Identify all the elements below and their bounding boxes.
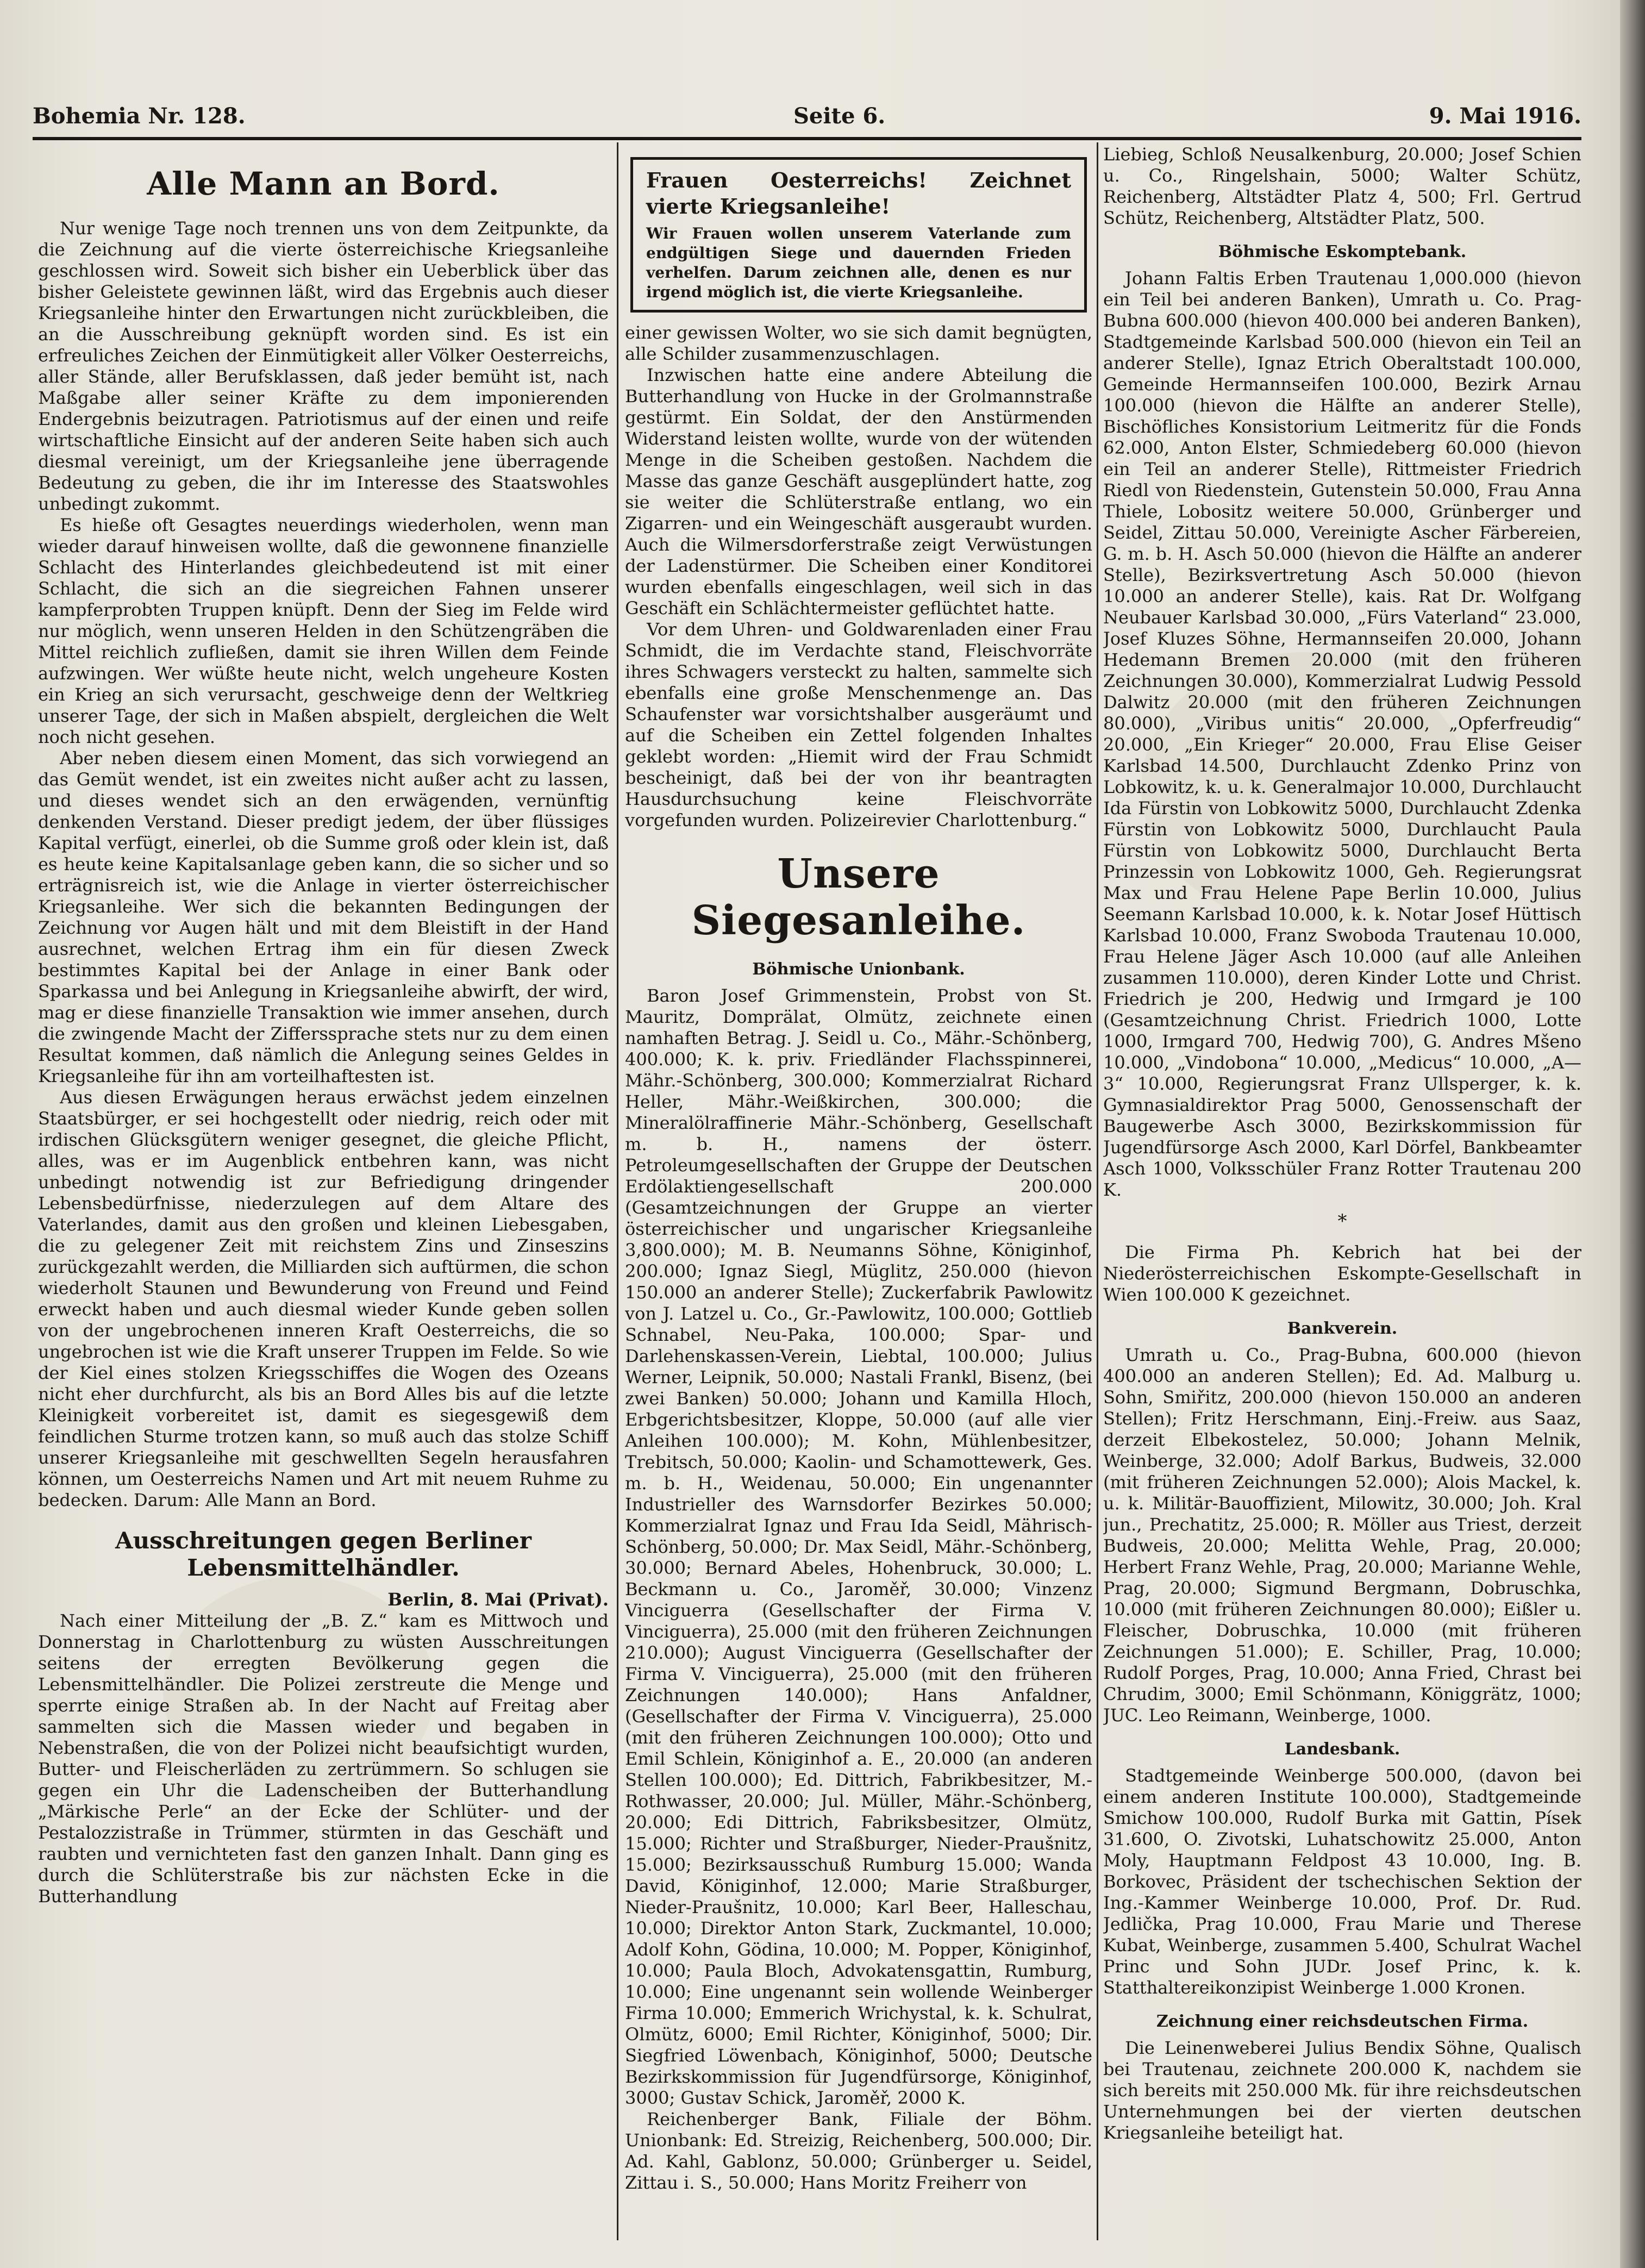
column-2	[625, 144, 1092, 2242]
subscription-list: Johann Faltis Erben Trautenau 1,000.000 (hievon ein Teil bei anderen Banken), Umrath u. Co. Prag-Bubna 600.000 (hievon 400.000 bei anderen Banken), Stadtgemeinde Karlsbad 500.000 (hievon ein Teil an anderer Stelle), Ignaz Etrich Oberaltstadt 100.000, Gemeinde Hermannseifen 100.000, Bezirk Arnau 100.000 (hievon die Hälfte an anderer Stelle), Bischöfliches Konsistorium Leitmeritz für die Fonds 62.000, Anton Elster, Schmiedeberg 60.000 (hievon ein Teil an anderer Stelle), Rittmeister Friedrich Riedl von Riedenstein, Gutenstein 50.000, Frau Anna Thiele, Lobositz weitere 50.000, Grünberger und Seidel, Zittau 50.000, Vereinigte Ascher Färbereien, G. m. b. H. Asch 50.000 (hievon die Hälfte an anderer Stelle), Bezirksvertretung Asch 50.000 (hievon 10.000 an anderer Stelle), kais. Rat Dr. Wolfgang Neubauer Karlsbad 30.000, „Fürs Vaterland“ 23.000, Josef Kluzes Söhne, Hermannseifen 20.000, Johann Hedemann Bremen 20.000 (mit den früheren Zeichnungen 30.000), Kommerzialrat Ludwig Pessold Dalwitz 20.000 (mit den früheren Zeichnungen 80.000), „Viribus unitis“ 20.000, „Opferfreudig“ 20.000, „Ein Krieger“ 20.000, Frau Elise Geiser Karlsbad 14.500, Durchlaucht Zdenko Prinz von Lobkowitz, k. u. k. Generalmajor 10.000, Durchlaucht Ida Fürstin von Lobkowitz 5000, Durchlaucht Zdenka Fürstin von Lobkowitz 5000, Durchlaucht Paula Fürstin von Lobkowitz 5000, Durchlaucht Berta Prinzessin von Lobkowitz 1000, Geh. Regierungsrat Max und Frau Helene Pape Berlin 10.000, Julius Seemann Karlsbad 10.000, k. k. Notar Josef Hüttisch Karlsbad 10.000, Franz Swoboda Trautenau 10.000, Frau Helene Jäger Asch 10.000 (auf alle Anleihen zusammen 110.000), deren Kinder Lotte und Christ. Friedrich je 200, Hedwig und Irmgard je 100 (Gesamtzeichnung Christ. Friedrich 1000, Lotte 1000, Irmgard 700, Hedwig 700), G. Andres Mšeno 10.000, „Vindobona“ 10.000, „Medicus“ 10.000, „A—3“ 10.000, Regierungsrat Franz Ullsperger, k. k. Gymnasialdirektor Prag 5000, Genossenschaft der Baugewerbe Asch 3000, Bezirkskommission für Jugendfürsorge Asch 2000, Karl Dörfel, Bankbeamter Asch 1000, Volksschüler Franz Rotter Trautenau 200 K.	[1103, 268, 1581, 1200]
article-title: Ausschreitungen gegen Berliner Lebensmittelhändler.	[115, 1527, 532, 1581]
article-paragraph: Nur wenige Tage noch trennen uns von dem Zeitpunkte, da die Zeichnung auf die vierte österreichische Kriegsanleihe geschlossen wird. Soweit sich bisher ein Ueberblick über das bisher Geleistete gewinnen läßt, wird das Ergebnis auch dieser Kriegsanleihe hinter den Erwartungen nicht zurückbleiben, die an die Ausschreibung geknüpft worden sind. Es ist ein erfreuliches Zeichen der Einmütigkeit aller Völker Oesterreichs, aller Stände, aller Berufsklassen, daß jeder bemüht ist, nach Maßgabe aller seiner Kräfte zu dem imponierenden Endergebnis beizutragen. Patriotismus auf der einen und reife wirtschaftliche Einsicht auf der anderen Seite haben sich auch diesmal vereinigt, um der Kriegsanleihe jene überragende Bedeutung zu geben, die ihr im Interesse des Staatswohles unbedingt zukommt.	[38, 218, 609, 514]
article-paragraph: Die Firma Ph. Kebrich hat bei der Niederösterreichischen Eskompte-Gesellschaft in Wien 100.000 K gezeichnet.	[1103, 1242, 1581, 1305]
page-edge-shadow	[1620, 0, 1645, 2268]
appeal-box	[630, 157, 1087, 313]
section-title: Unsere Siegesanleihe.	[691, 851, 1026, 944]
subscription-list: Reichenberger Bank, Filiale der Böhm. Unionbank: Ed. Streizig, Reichenberg, 500.000; Dir. Ad. Kahl, Gablonz, 50.000; Grünberger u. Seidel, Zittau i. S., 50.000; Hans Moritz Freiherr von	[625, 2109, 1092, 2193]
article-paragraph: Nach einer Mitteilung der „B. Z.“ kam es Mittwoch und Donnerstag in Charlottenburg zu wüsten Ausschreitungen seitens der erregten Bevölkerung gegen die Lebensmittelhändler. Die Polizei zerstreute die Menge und sperrte einige Straßen ab. In der Nacht auf Freitag aber sammelten sich die Massen wieder und begaben in Nebenstraßen, die von der Polizei nicht beaufsichtigt wurden, Butter- und Fleischerläden zu zertrümmern. So schlugen sie gegen ein Uhr die Ladenscheiben der Butterhandlung „Märkische Perle“ an der Ecke der Schlüter- und der Pestalozzistraße in Trümmer, stürmten in das Geschäft und raubten und vernichteten fast den ganzen Inhalt. Dann ging es durch die Schlüterstraße bis zur nächsten Ecke in die Butterhandlung	[38, 1610, 609, 1907]
article-title: Alle Mann an Bord.	[147, 165, 500, 202]
header-rule	[33, 137, 1581, 140]
column-1	[38, 144, 609, 2242]
bank-heading: Zeichnung einer reichsdeutschen Firma.	[1156, 2012, 1529, 2031]
bank-heading: Bankverein.	[1287, 1319, 1398, 1338]
header-publication: Bohemia Nr. 128.	[33, 103, 246, 129]
bank-heading: Böhmische Unionbank.	[752, 960, 965, 979]
article-paragraph: Es hieße oft Gesagtes neuerdings wiederholen, wenn man wieder darauf hinweisen wollte, daß die gewonnene finanzielle Schlacht des Hinterlandes gleichbedeutend ist mit einer Schlacht, die sich an die siegreichen Fahnen unserer kampferprobten Truppen knüpft. Denn der Sieg im Felde wird nur möglich, wenn unseren Helden in den Schützengräben die Mittel reichlich zufließen, damit sie ihren Willen dem Feinde aufzwingen. Wer wüßte heute nicht, welch ungeheure Kosten ein Krieg an sich verursacht, geschweige denn der Weltkrieg unserer Tage, der sich in Maßen abspielt, dergleichen die Welt noch nicht gesehen.	[38, 515, 609, 747]
bank-heading: Böhmische Eskomptebank.	[1218, 242, 1467, 261]
bank-heading: Landesbank.	[1284, 1740, 1400, 1759]
article-paragraph: Aus diesen Erwägungen heraus erwächst jedem einzelnen Staatsbürger, er sei hochgestellt oder niedrig, reich oder mit irdischen Glücksgütern weniger gesegnet, die gleiche Pflicht, alles, was er im Augenblick entbehren kann, was nicht unbedingt notwendig ist zur Befriedigung dringender Lebensbedürfnisse, niederzulegen auf dem Altare des Vaterlandes, damit aus den großen und kleinen Liebesgaben, die zu gelegener Zeit mit reichstem Zins und Zinseszins zurückgezahlt werden, die Milliarden sich auftürmen, die schon wiederholt Staunen und Bewunderung von Freund und Feind erweckt haben und auch diesmal wieder Kunde geben sollen von der ungebrochenen inneren Kraft Oesterreichs, die so ungebrochen ist wie die Kraft unserer Truppen im Felde. So wie der Kiel eines stolzen Kriegsschiffes die Wogen des Ozeans nicht eher durchfurcht, als bis an Bord Alles bis auf die letzte Kleinigkeit vorbereitet ist, damit es siegesgewiß dem feindlichen Sturme trotzen kann, so muß auch das stolze Schiff unserer Kriegsanleihe mit geschwellten Segeln herausfahren können, um Oesterreichs Namen und Art mit neuem Ruhme zu bedecken. Darum: Alle Mann an Bord.	[38, 1087, 609, 1510]
subscription-list: Liebieg, Schloß Neusalkenburg, 20.000; Josef Schien u. Co., Ringelshain, 5000; Walter Schütz, Reichenberg, Altstädter Platz 4, 500; Frl. Gertrud Schütz, Reichenberg, Altstädter Platz, 500.	[1103, 144, 1581, 228]
subscription-list: Stadtgemeinde Weinberge 500.000, (davon bei einem anderen Institute 100.000), Stadtgemeinde Smichow 100.000, Rudolf Burka mit Gattin, Písek 31.600, O. Zivotski, Luhatschowitz 25.000, Anton Moly, Hauptmann Feldpost 43 10.000, Ing. B. Borkovec, Präsident der tschechischen Sektion der Ing.-Kammer Weinberge 10.000, Prof. Dr. Rud. Jedlička, Prag 10.000, Frau Marie und Therese Kubat, Weinberge, zusammen 5.400, Schulrat Wachel Princ und Sohn JUDr. Josef Princ, k. k. Statthaltereikonzipist Weinberge 1.000 Kronen.	[1103, 1765, 1581, 1998]
page-header	[33, 103, 1581, 136]
article-paragraph: einer gewissen Wolter, wo sie sich damit begnügten, alle Schilder zusammenzuschlagen.	[625, 322, 1092, 364]
header-date: 9. Mai 1916.	[1429, 103, 1581, 129]
appeal-body: Wir Frauen wollen unserem Vaterlande zum endgültigen Siege und dauernden Frieden verhelfen. Darum zeichnen alle, denen es nur irgend möglich ist, die vierte Kriegsanleihe.	[646, 224, 1071, 301]
header-page-number: Seite 6.	[793, 103, 886, 129]
appeal-title: Frauen Oesterreichs! Zeichnet vierte Kriegsanleihe!	[646, 168, 1071, 218]
article-paragraph: Aber neben diesem einen Moment, das sich vorwiegend an das Gemüt wendet, ist ein zweites nicht außer acht zu lassen, und dieses wendet sich an den erwägenden, vernünftig denkenden Verstand. Dieser predigt jedem, der über flüssiges Kapital verfügt, einerlei, ob die Summe groß oder klein ist, daß es heute keine Kapitalsanlage geben kann, die so sicher und so erträgnisreich ist, wie die Anlage in vierter österreichischer Kriegsanleihe. Wer sich die bekannten Bedingungen der Zeichnung vor Augen hält und mit dem Bleistift in der Hand ausrechnet, welchen Ertrag ihm ein für diesen Zweck bestimmtes Kapital bei der Anlage in einer Bank oder Sparkassa und bei Anlegung in Kriegsanleihe abwirft, der wird, mag er diese finanzielle Transaktion wie immer ansehen, durch die zwingende Macht der Zifferssprache stets nur zu dem einen Resultat kommen, daß nämlich die Anlegung seines Geldes in Kriegsanleihe für ihn am vorteilhaftesten ist.	[38, 748, 609, 1086]
article-paragraph: Vor dem Uhren- und Goldwarenladen einer Frau Schmidt, die im Verdachte stand, Fleischvorräte ihres Schwagers versteckt zu halten, sammelte sich ebenfalls eine große Menschenmenge an. Das Schaufenster war vorsichtshalber ausgeräumt und auf die Scheiben ein Zettel folgenden Inhaltes geklebt worden: „Hiemit wird der Frau Schmidt bescheinigt, daß bei der von ihr beantragten Hausdurchsuchung keine Fleischvorräte vorgefunden wurden. Polizeirevier Charlottenburg.“	[625, 619, 1092, 830]
article-paragraph: Die Leinenweberei Julius Bendix Söhne, Qualisch bei Trautenau, zeichnete 200.000 K, nachdem sie sich bereits mit 250.000 Mk. für ihre reichsdeutschen Unternehmungen bei der vierten deutschen Kriegsanleihe beteiligt hat.	[1103, 2038, 1581, 2143]
column-divider	[1097, 142, 1098, 2240]
column-3	[1103, 144, 1581, 2242]
column-divider	[617, 142, 618, 2240]
subscription-list: Umrath u. Co., Prag-Bubna, 600.000 (hievon 400.000 an anderen Stellen); Ed. Ad. Malburg u. Sohn, Smiřitz, 200.000 (hievon 150.000 an anderen Stellen); Fritz Herschmann, Einj.-Freiw. aus Saaz, derzeit Elbekostelez, 50.000; Johann Melnik, Weinberge, 32.000; Adolf Barkus, Budweis, 32.000 (mit früheren Zeichnungen 52.000); Alois Mackel, k. u. k. Militär-Bauoffizient, Milowitz, 30.000; Joh. Kral jun., Prechatitz, 25.000; R. Möller aus Triest, derzeit Budweis, 20.000; Melitta Wehle, Prag, 20.000; Herbert Franz Wehle, Prag, 20.000; Marianne Wehle, Prag, 20.000; Sigmund Bergmann, Dobruschka, 10.000 (mit früheren Zeichnungen 80.000); Eißler u. Fleischer, Dobruschka, 10.000 (mit früheren Zeichnungen 51.000); E. Schiller, Prag, 10.000; Rudolf Porges, Prag, 10.000; Anna Fried, Chrast bei Chrudim, 3000; Emil Schönmann, Königgrätz, 1000; JUC. Leo Reimann, Weinberge, 1000.	[1103, 1345, 1581, 1726]
dateline: Berlin, 8. Mai (Privat).	[387, 1589, 609, 1610]
article-paragraph: Inzwischen hatte eine andere Abteilung die Butterhandlung von Hucke in der Grolmannstraße gestürmt. Ein Soldat, der den Anstürmenden Widerstand leisten wollte, wurde von der wütenden Menge in die Scheiben gestoßen. Nachdem die Masse das ganze Geschäft ausgeplündert hatte, zog sie weiter die Schlüterstraße entlang, wo ein Zigarren- und ein Weingeschäft ausgeraubt wurden. Auch die Wilmersdorferstraße zeigt Verwüstungen der Ladenstürmer. Die Scheiben einer Konditorei wurden ebenfalls eingeschlagen, weil sich in das Geschäft ein Schlächtermeister geflüchtet hatte.	[625, 365, 1092, 618]
separator-star: *	[1337, 1210, 1347, 1232]
subscription-list: Baron Josef Grimmenstein, Probst von St. Mauritz, Domprälat, Olmütz, zeichnete einen namhaften Betrag. J. Seidl u. Co., Mähr.-Schönberg, 400.000; K. k. priv. Friedländer Flachsspinnerei, Mähr.-Schönberg, 300.000; Kommerzialrat Richard Heller, Mähr.-Weißkirchen, 300.000; die Mineralölraffinerie Mähr.-Schönberg, Gesellschaft m. b. H., namens der österr. Petroleumgesellschaften der Gruppe der Deutschen Erdölaktiengesellschaft 200.000 (Gesamtzeichnungen der Gruppe an vierter österreichischer und ungarischer Kriegsanleihe 3,800.000); M. B. Neumanns Söhne, Königinhof, 200.000; Ignaz Siegl, Müglitz, 250.000 (hievon 150.000 an anderer Stelle); Zuckerfabrik Pawlowitz von J. Latzel u. Co., Gr.-Pawlowitz, 100.000; Gottlieb Schnabel, Neu-Paka, 100.000; Spar- und Darlehenskassen-Verein, Liebtal, 100.000; Julius Werner, Leipnik, 50.000; Nastali Frankl, Bisenz, (bei zwei Banken) 50.000; Johann und Kamilla Hloch, Erbgerichtsbesitzer, Kloppe, 50.000 (auf alle vier Anleihen 100.000); M. Kohn, Mühlenbesitzer, Trebitsch, 50.000; Kaolin- und Schamottewerk, Ges. m. b. H., Weidenau, 50.000; Ein ungenannter Industrieller des Warnsdorfer Bezirkes 50.000; Kommerzialrat Ignaz und Frau Ida Seidl, Mährisch-Schönberg, 50.000; Dr. Max Seidl, Mähr.-Schönberg, 30.000; Bernard Abeles, Hohenbruck, 30.000; L. Beckmann u. Co., Jaroměř, 30.000; Vinzenz Vinciguerra (Gesellschafter der Firma V. Vinciguerra), 25.000 (mit den früheren Zeichnungen 210.000); August Vinciguerra (Gesellschafter der Firma V. Vinciguerra), 25.000 (mit den früheren Zeichnungen 140.000); Hans Anfaldner, (Gesellschafter der Firma V. Vinciguerra), 25.000 (mit den früheren Zeichnungen 100.000); Otto und Emil Schlein, Königinhof a. E., 20.000 (an anderen Stellen 100.000); Ed. Dittrich, Fabrikbesitzer, M.-Rothwasser, 20.000; Jul. Müller, Mähr.-Schönberg, 20.000; Edi Dittrich, Fabriksbesitzer, Olmütz, 15.000; Richter und Straßburger, Nieder-Praušnitz, 15.000; Bezirksausschuß Rumburg 15.000; Wanda David, Königinhof, 12.000; Marie Straßburger, Nieder-Praušnitz, 10.000; Karl Beer, Halleschau, 10.000; Direktor Anton Stark, Zuckmantel, 10.000; Adolf Kohn, Gödina, 10.000; M. Popper, Königinhof, 10.000; Paula Bloch, Advokatensgattin, Rumburg, 10.000; Eine ungenannt sein wollende Weinberger Firma 10.000; Emmerich Wrichystal, k. k. Schulrat, Olmütz, 6000; Emil Richter, Königinhof, 5000; Dir. Siegfried Löwenbach, Königinhof, 5000; Deutsche Bezirkskommission für Jugendfürsorge, Königinhof, 3000; Gustav Schick, Jaroměř, 2000 K.	[625, 985, 1092, 2108]
